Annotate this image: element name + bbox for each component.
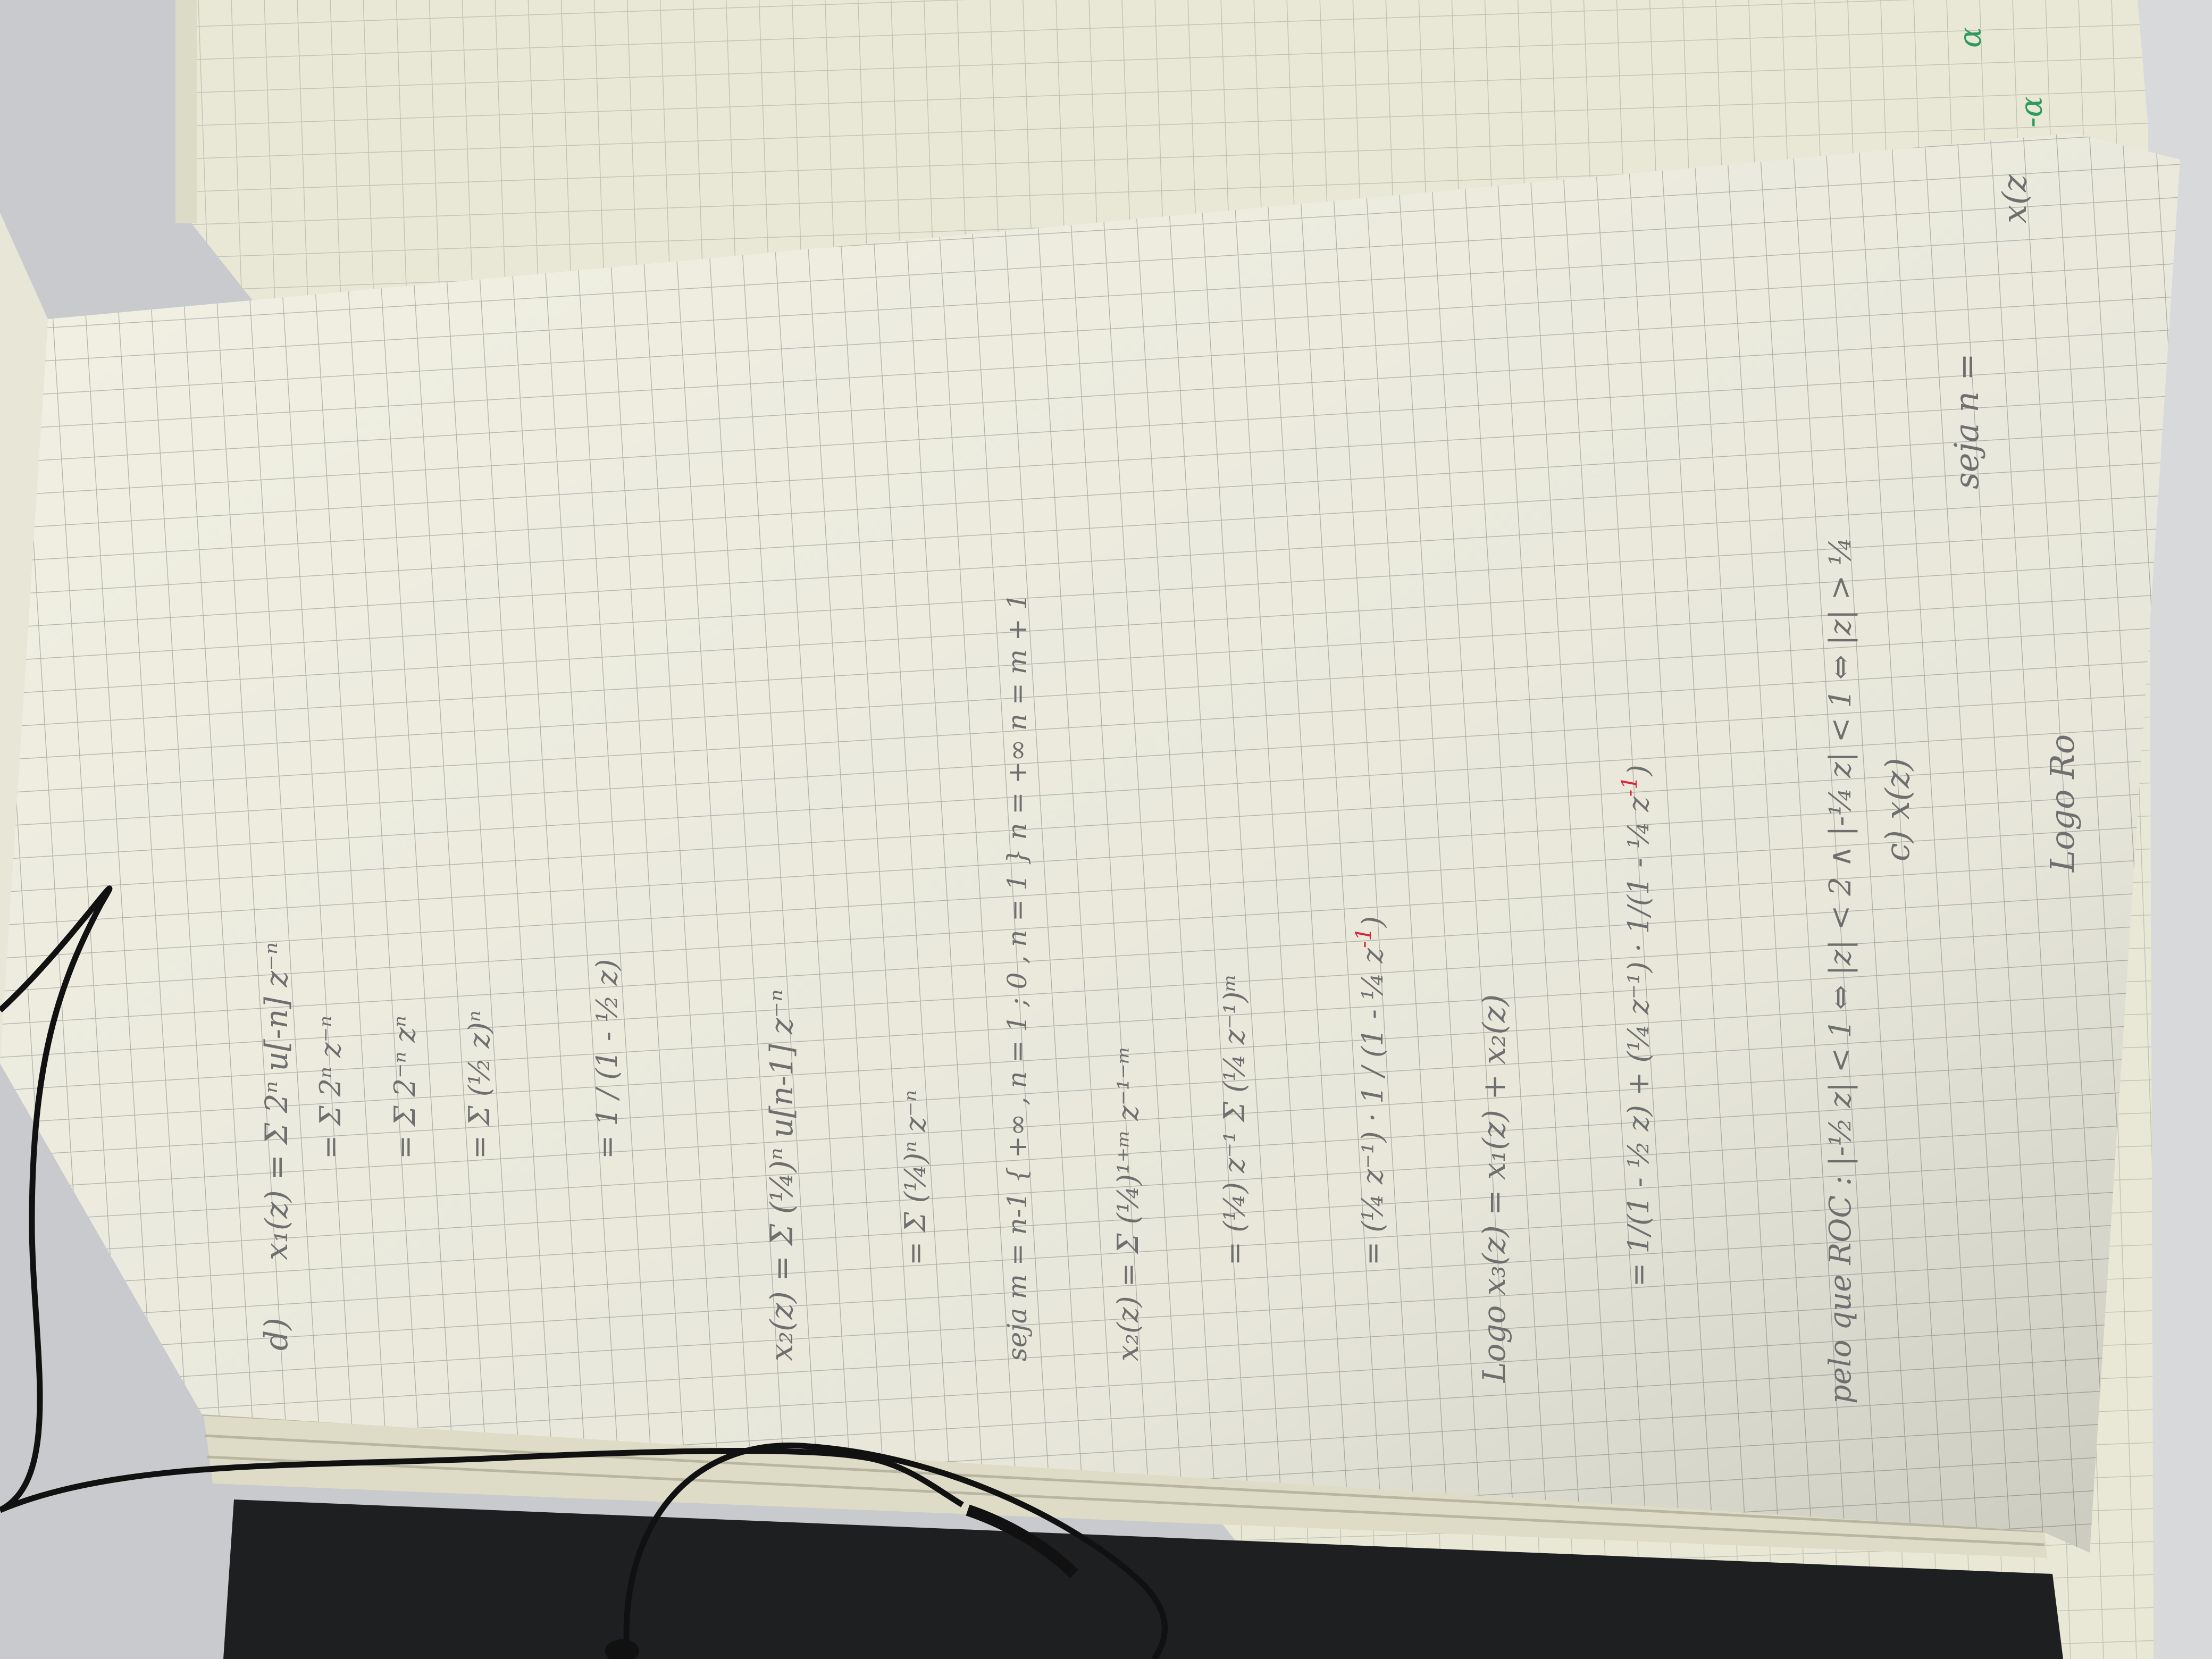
x1-line-3: = Σ 2⁻ⁿ zⁿ (388, 1016, 422, 1159)
back-green-1: -α (2013, 96, 2049, 128)
x3-line-2-a: = 1/(1 - ½ z) + (¼ z⁻¹) · 1/(1 - ¼ z (1622, 797, 1655, 1287)
x2-line-5-a: = (¼ z⁻¹) · 1 / (1 - ¼ z (1356, 948, 1389, 1266)
x2-substitution: seja m = n-1 { +∞ , n = 1 ; 0 , n = 1 } n = +∞ n = m + 1 (1002, 593, 1033, 1361)
roc-line: pelo que ROC : |-½ z| < 1 ⇔ |z| < 2 ∧ |-¼ z| < 1 ⇔ |z| > ¼ (1823, 537, 1858, 1404)
x1-line-5: = 1 / (1 - ½ z) (590, 959, 624, 1159)
x2-line-4: = (¼) z⁻¹ Σ (¼ z⁻¹)ᵐ (1218, 974, 1251, 1266)
x2-line-2: = Σ (¼)ⁿ z⁻ⁿ (899, 1090, 932, 1266)
x2-line-5-b: ) (1356, 916, 1389, 928)
part-label: d) (258, 1318, 295, 1351)
x3-line-1: Logo x₃(z) = x₁(z) + x₂(z) (1476, 994, 1512, 1382)
x1-line-1: x₁(z) = Σ 2ⁿ u[-n] z⁻ⁿ (258, 942, 295, 1260)
x2-line-5-red: -1 (1352, 927, 1376, 949)
back-line-4: Logo Ro (2043, 734, 2082, 872)
x3-line-2 (1618, 765, 1655, 1287)
x3-line-2-b: ) (1622, 765, 1655, 776)
x2-line-5 (1352, 916, 1389, 1266)
back-line-1: c) x(z) (1878, 758, 1917, 861)
back-line-2: seja n = (1947, 353, 1986, 489)
back-line-3: x(z (1995, 174, 2034, 223)
back-green-2: α (1952, 27, 1988, 48)
x2-line-1: x₂(z) = Σ (¼)ⁿ u[n-1] z⁻ⁿ (764, 989, 800, 1361)
x1-line-2: = Σ 2ⁿ z⁻ⁿ (314, 1016, 347, 1159)
x3-line-2-red: -1 (1618, 776, 1642, 797)
x1-line-4: = Σ (½ z)ⁿ (463, 1010, 496, 1159)
x2-line-3: x₂(z) = Σ (¼)¹⁺ᵐ z⁻¹⁻ᵐ (1111, 1046, 1145, 1361)
